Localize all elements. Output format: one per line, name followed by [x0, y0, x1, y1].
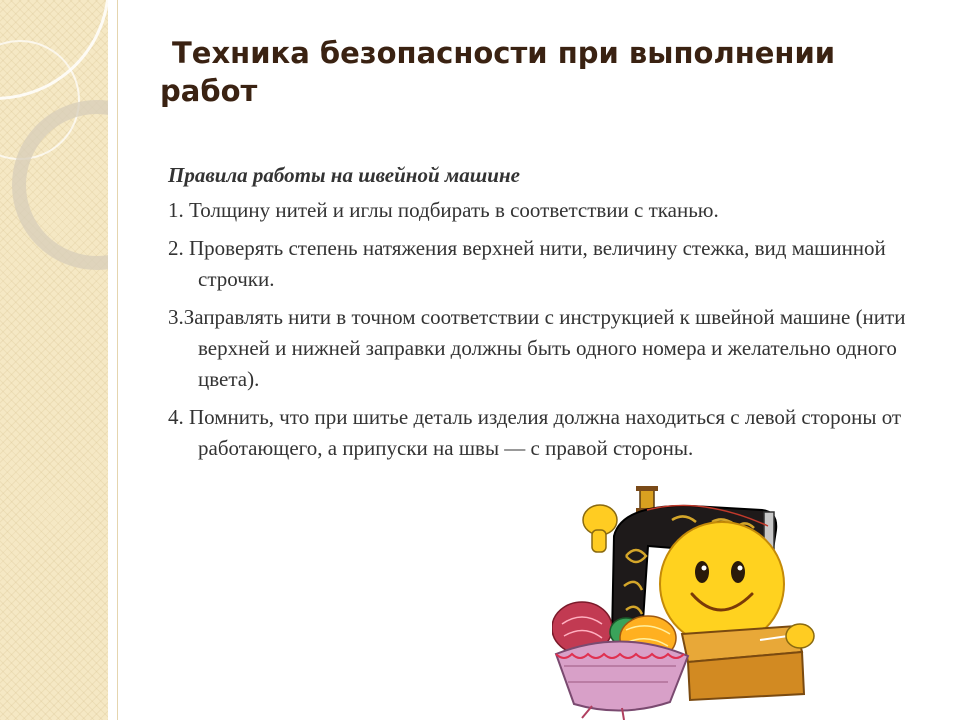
- rule-item-4: 4. Помнить, что при шитье деталь изделия должна находиться с левой стороны от работающего, а припуски на швы — с правой стороны.: [168, 405, 902, 460]
- rule-item-1: 1. Толщину нитей и иглы подбирать в соответствии с тканью.: [168, 198, 719, 222]
- rule-item-2: 2. Проверять степень натяжения верхней нити, величину стежка, вид машинной строчки.: [168, 236, 886, 291]
- sewing-machine-smiley-icon: [552, 486, 822, 720]
- strip-divider: [117, 0, 118, 720]
- rule-item-3: 3.Заправлять нити в точном соответствии с инструкцией к швейной машине (нити верхней и нижней заправки должны быть одного номера и желательно одного цвета).: [168, 305, 906, 391]
- rules-subtitle: Правила работы на швейной машине: [168, 163, 520, 187]
- decorative-side-strip: [0, 0, 108, 720]
- slide-content: [168, 160, 928, 471]
- slide-title: Техника безопасности при выполнении работ: [160, 36, 836, 108]
